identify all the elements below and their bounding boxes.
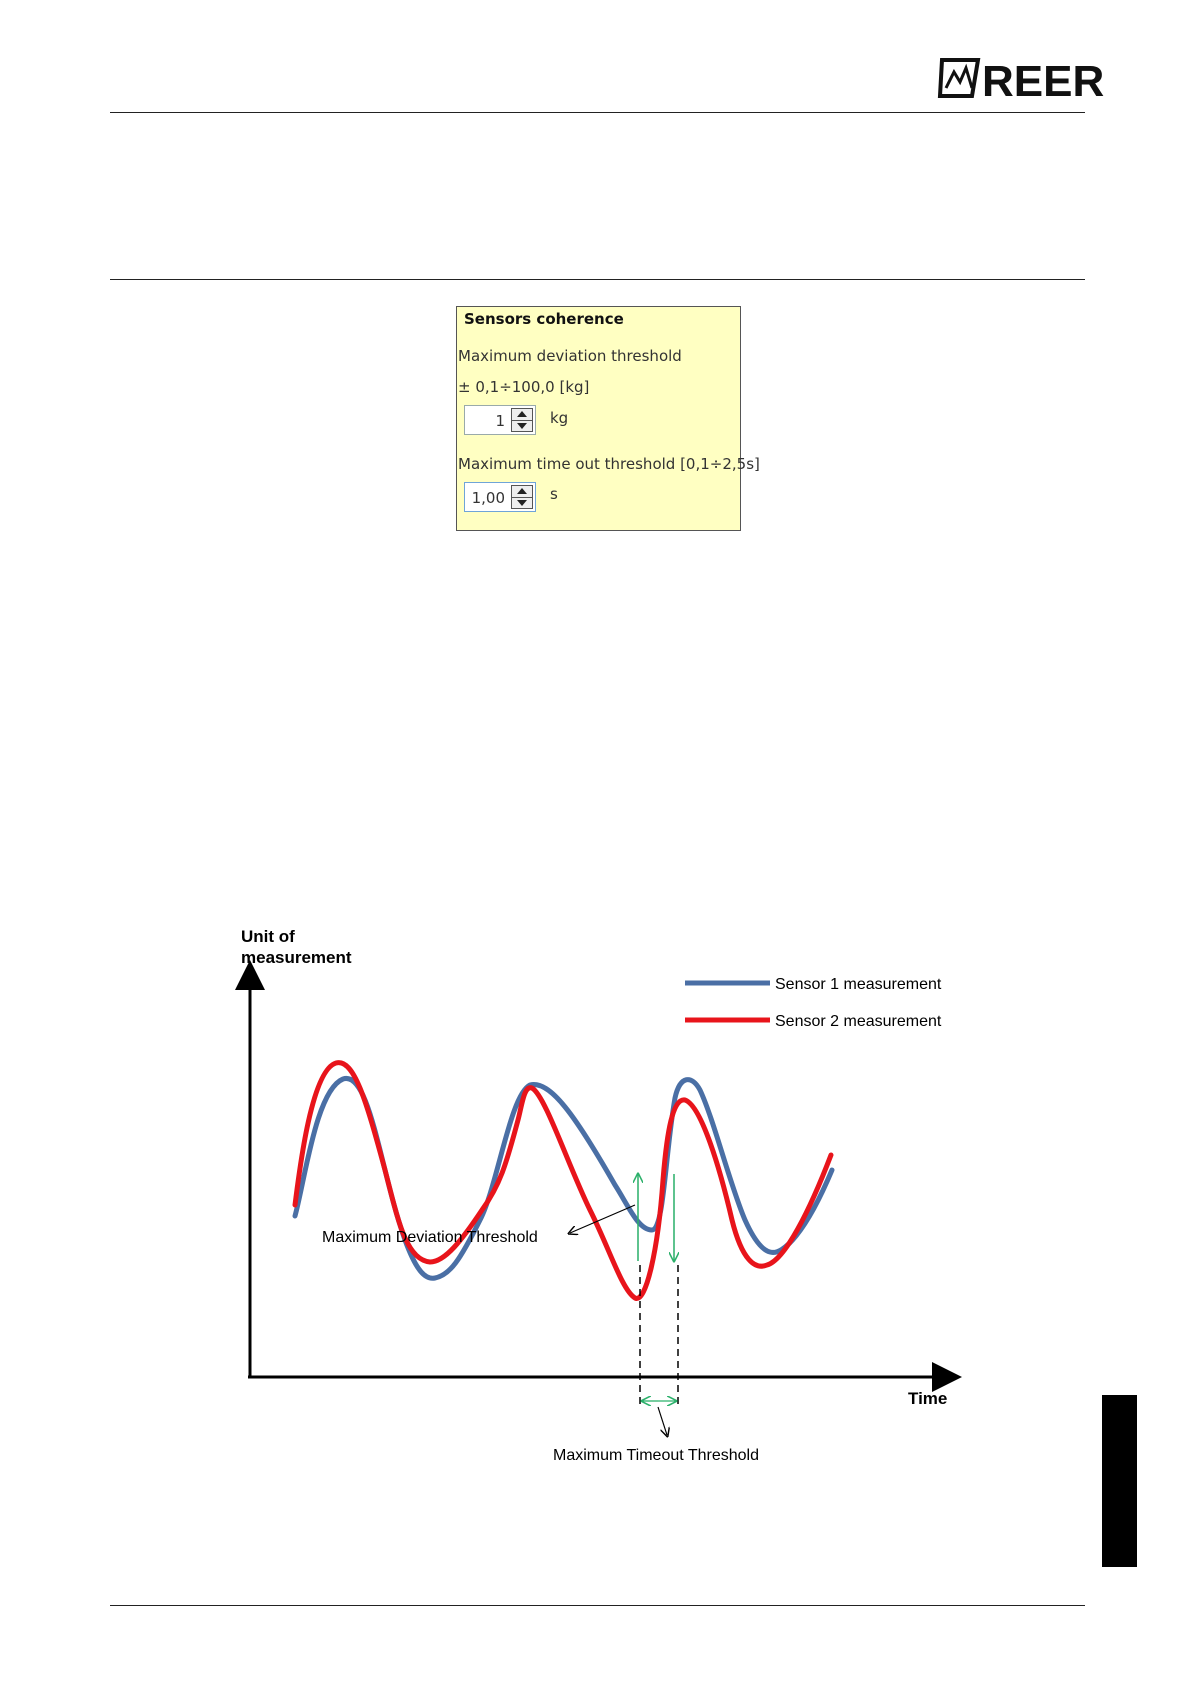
deviation-label: Maximum deviation threshold — [458, 347, 682, 365]
deviation-unit: kg — [550, 409, 569, 427]
deviation-down-button[interactable] — [512, 420, 532, 432]
reer-logo-icon — [940, 60, 978, 96]
y-axis-label-2: measurement — [241, 948, 352, 967]
chevron-up-icon — [517, 488, 527, 494]
timeout-annotation: Maximum Timeout Threshold — [553, 1447, 759, 1464]
panel-title: Sensors coherence — [464, 310, 624, 328]
deviation-pointer-arrow — [570, 1205, 635, 1233]
series-line-sensor2 — [295, 1063, 831, 1299]
y-axis-label-1: Unit of — [241, 927, 295, 946]
header-rule — [110, 112, 1085, 113]
deviation-stepper[interactable] — [511, 408, 533, 432]
timeout-unit: s — [550, 485, 558, 503]
timeout-value[interactable]: 1,00 — [471, 489, 505, 507]
deviation-annotation: Maximum Deviation Threshold — [322, 1229, 538, 1246]
timeout-down-button[interactable] — [512, 497, 532, 509]
timeout-up-button[interactable] — [512, 486, 532, 497]
deviation-value[interactable]: 1 — [495, 412, 505, 430]
timeout-label: Maximum time out threshold [0,1÷2,5s] — [458, 455, 760, 473]
side-tab-marker — [1102, 1395, 1137, 1567]
deviation-up-button[interactable] — [512, 409, 532, 420]
deviation-spinbox[interactable] — [464, 405, 536, 435]
series-line-sensor1 — [295, 1078, 832, 1278]
reer-logo-text: REER — [982, 57, 1105, 106]
deviation-range: ± 0,1÷100,0 [kg] — [458, 378, 590, 396]
timeout-spinbox[interactable] — [464, 482, 536, 512]
legend-label-sensor2: Sensor 2 measurement — [775, 1013, 942, 1030]
sensors-coherence-panel — [456, 306, 760, 531]
sensor-chart — [230, 920, 970, 1480]
timeout-stepper[interactable] — [511, 485, 533, 509]
chevron-down-icon — [517, 423, 527, 429]
section-rule — [110, 279, 1085, 280]
x-axis-label: Time — [908, 1389, 948, 1408]
footer-rule — [110, 1605, 1085, 1606]
legend-label-sensor1: Sensor 1 measurement — [775, 976, 942, 993]
chevron-down-icon — [517, 500, 527, 506]
chevron-up-icon — [517, 411, 527, 417]
timeout-pointer-arrow — [658, 1407, 667, 1435]
reer-logo — [938, 54, 1105, 106]
